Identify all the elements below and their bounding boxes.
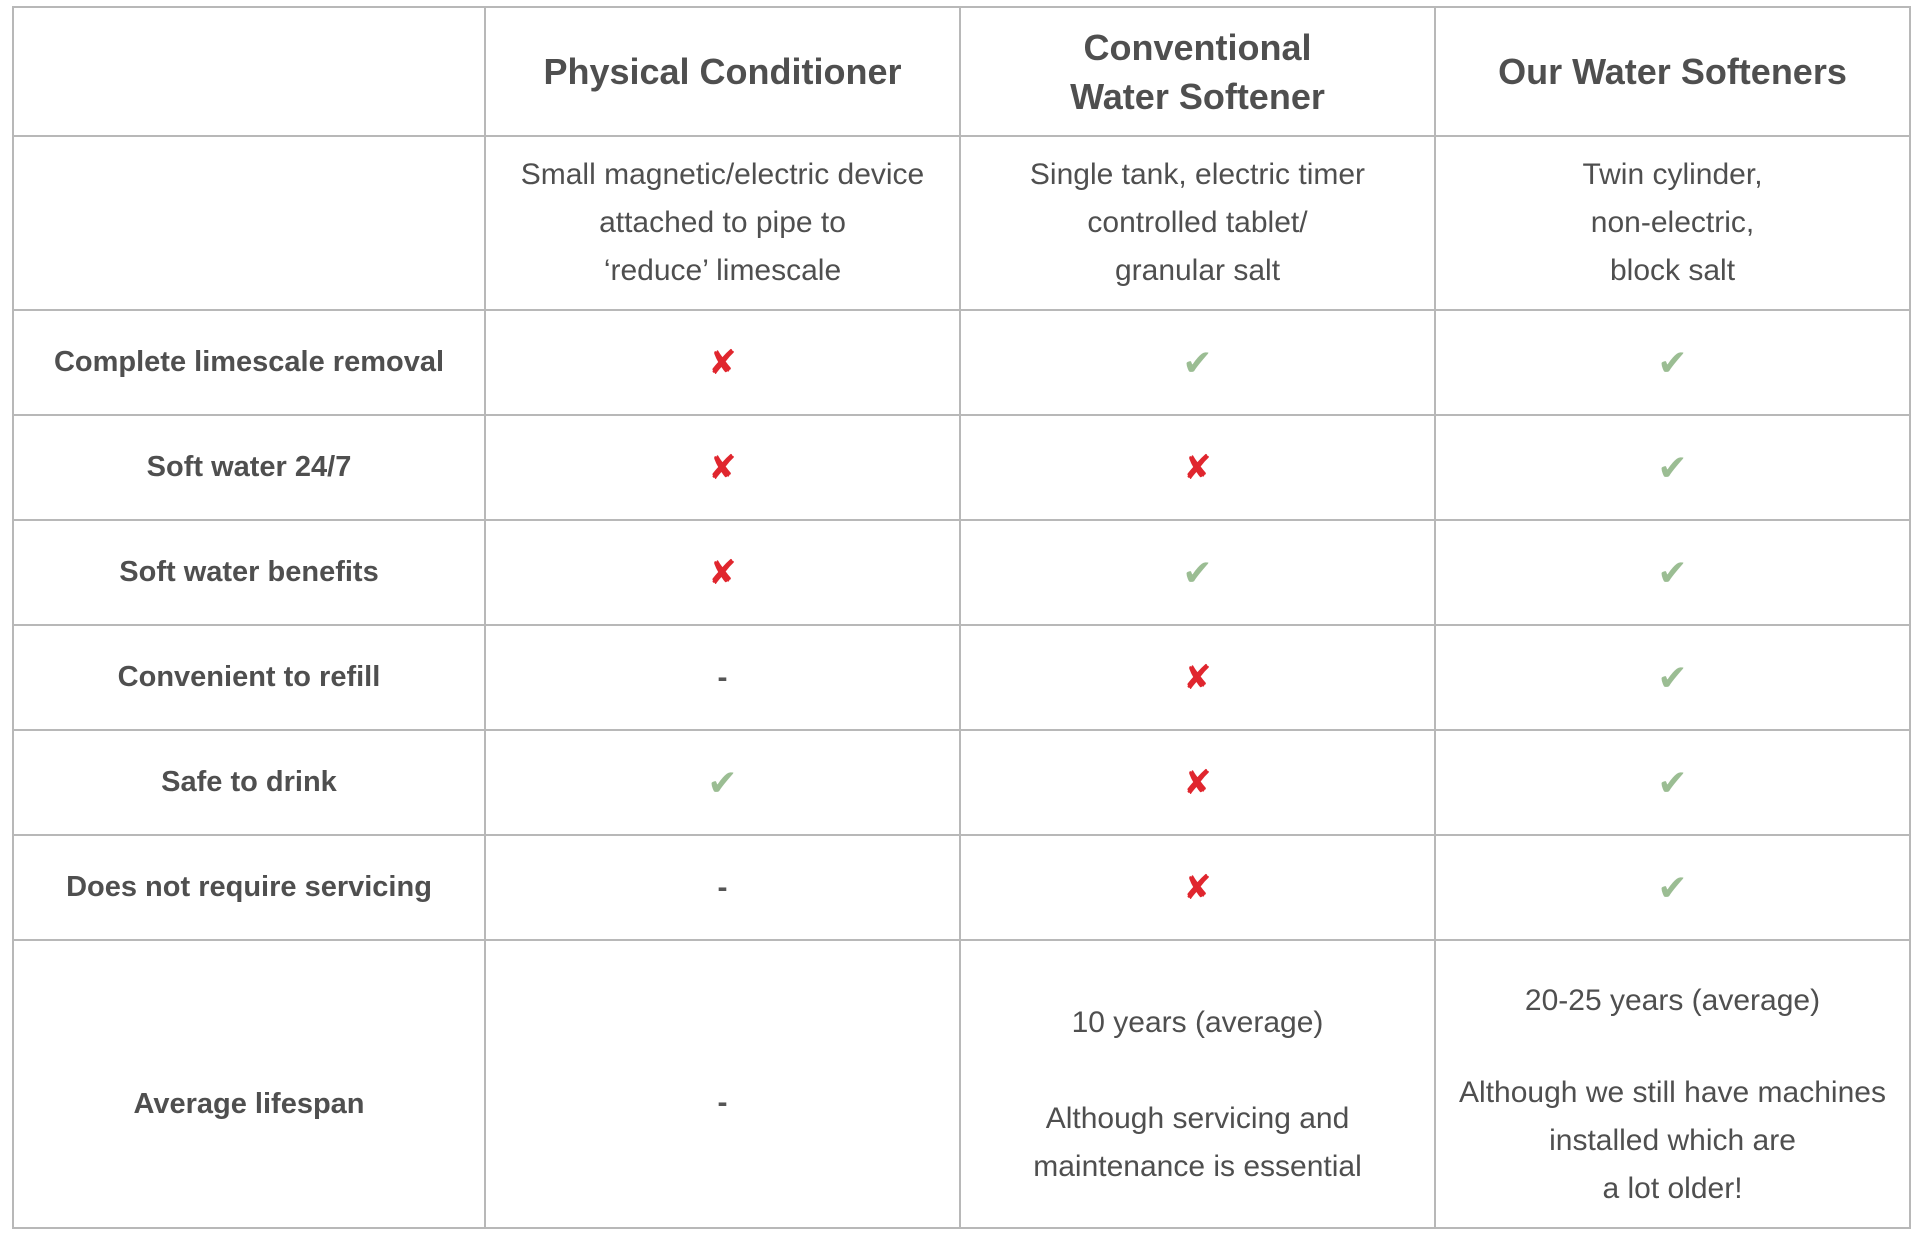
feature-label: Convenient to refill (13, 625, 485, 730)
feature-label: Complete limescale removal (13, 310, 485, 415)
lifespan-years: 10 years (average) (1071, 1006, 1324, 1039)
dash-icon: - (717, 1086, 728, 1119)
dash-icon: - (717, 660, 728, 694)
feature-label: Soft water benefits (13, 520, 485, 625)
lifespan-conventional-softener (960, 940, 1435, 1228)
feature-mark (1435, 730, 1910, 835)
feature-mark (1435, 415, 1910, 520)
description-our-water-softeners: Twin cylinder, non-electric, block salt (1435, 136, 1910, 310)
column-header-conventional-softener: Conventional Water Softener (960, 7, 1435, 136)
feature-mark (1435, 625, 1910, 730)
feature-mark (1435, 835, 1910, 940)
description-physical-conditioner: Small magnetic/electric device attached to pipe to ‘reduce’ limescale (485, 136, 960, 310)
empty-corner-cell (13, 7, 485, 136)
check-icon: ✔ (1657, 761, 1688, 803)
feature-mark (485, 730, 960, 835)
check-icon: ✔ (1657, 551, 1688, 593)
feature-label: Does not require servicing (13, 835, 485, 940)
feature-row-safe-to-drink (13, 730, 1910, 835)
feature-mark (1435, 310, 1910, 415)
lifespan-our-water-softeners (1435, 940, 1910, 1228)
lifespan-label-cell: Average lifespan (13, 940, 485, 1228)
description-conventional-softener: Single tank, electric timer controlled tablet/ granular salt (960, 136, 1435, 310)
feature-label: Soft water 24/7 (13, 415, 485, 520)
check-icon: ✔ (1182, 341, 1213, 383)
feature-mark (485, 310, 960, 415)
cross-icon: ✘ (708, 448, 737, 487)
feature-mark (960, 835, 1435, 940)
feature-row-does-not-require-servicing (13, 835, 1910, 940)
feature-mark (960, 730, 1435, 835)
empty-description-label-cell (13, 136, 485, 310)
cross-icon: ✘ (1183, 868, 1212, 907)
lifespan-note: Although servicing and maintenance is essential (1033, 1102, 1362, 1183)
feature-row-convenient-to-refill (13, 625, 1910, 730)
header-row (13, 7, 1910, 136)
feature-mark (485, 520, 960, 625)
feature-row-soft-water-benefits (13, 520, 1910, 625)
check-icon: ✔ (1657, 446, 1688, 488)
feature-mark (960, 415, 1435, 520)
feature-row-complete-limescale-removal (13, 310, 1910, 415)
description-row (13, 136, 1910, 310)
check-icon: ✔ (1182, 551, 1213, 593)
feature-mark (485, 415, 960, 520)
dash-icon: - (717, 870, 728, 904)
column-header-physical-conditioner: Physical Conditioner (485, 7, 960, 136)
lifespan-years: 20-25 years (average) (1524, 984, 1821, 1017)
feature-mark (960, 310, 1435, 415)
feature-label: Safe to drink (13, 730, 485, 835)
feature-mark (1435, 520, 1910, 625)
cross-icon: ✘ (708, 553, 737, 592)
cross-icon: ✘ (708, 343, 737, 382)
check-icon: ✔ (1657, 341, 1688, 383)
cross-icon: ✘ (1183, 448, 1212, 487)
check-icon: ✔ (707, 761, 738, 803)
check-icon: ✔ (1657, 866, 1688, 908)
comparison-table (12, 6, 1911, 1229)
lifespan-note: Although we still have machines installed which are a lot older! (1459, 1076, 1886, 1205)
feature-row-soft-water-24-7 (13, 415, 1910, 520)
feature-mark (960, 520, 1435, 625)
column-header-our-water-softeners: Our Water Softeners (1435, 7, 1910, 136)
cross-icon: ✘ (1183, 763, 1212, 802)
lifespan-physical-conditioner (485, 940, 960, 1228)
lifespan-row (13, 940, 1910, 1228)
feature-mark (485, 625, 960, 730)
feature-mark (960, 625, 1435, 730)
cross-icon: ✘ (1183, 658, 1212, 697)
feature-mark (485, 835, 960, 940)
check-icon: ✔ (1657, 656, 1688, 698)
